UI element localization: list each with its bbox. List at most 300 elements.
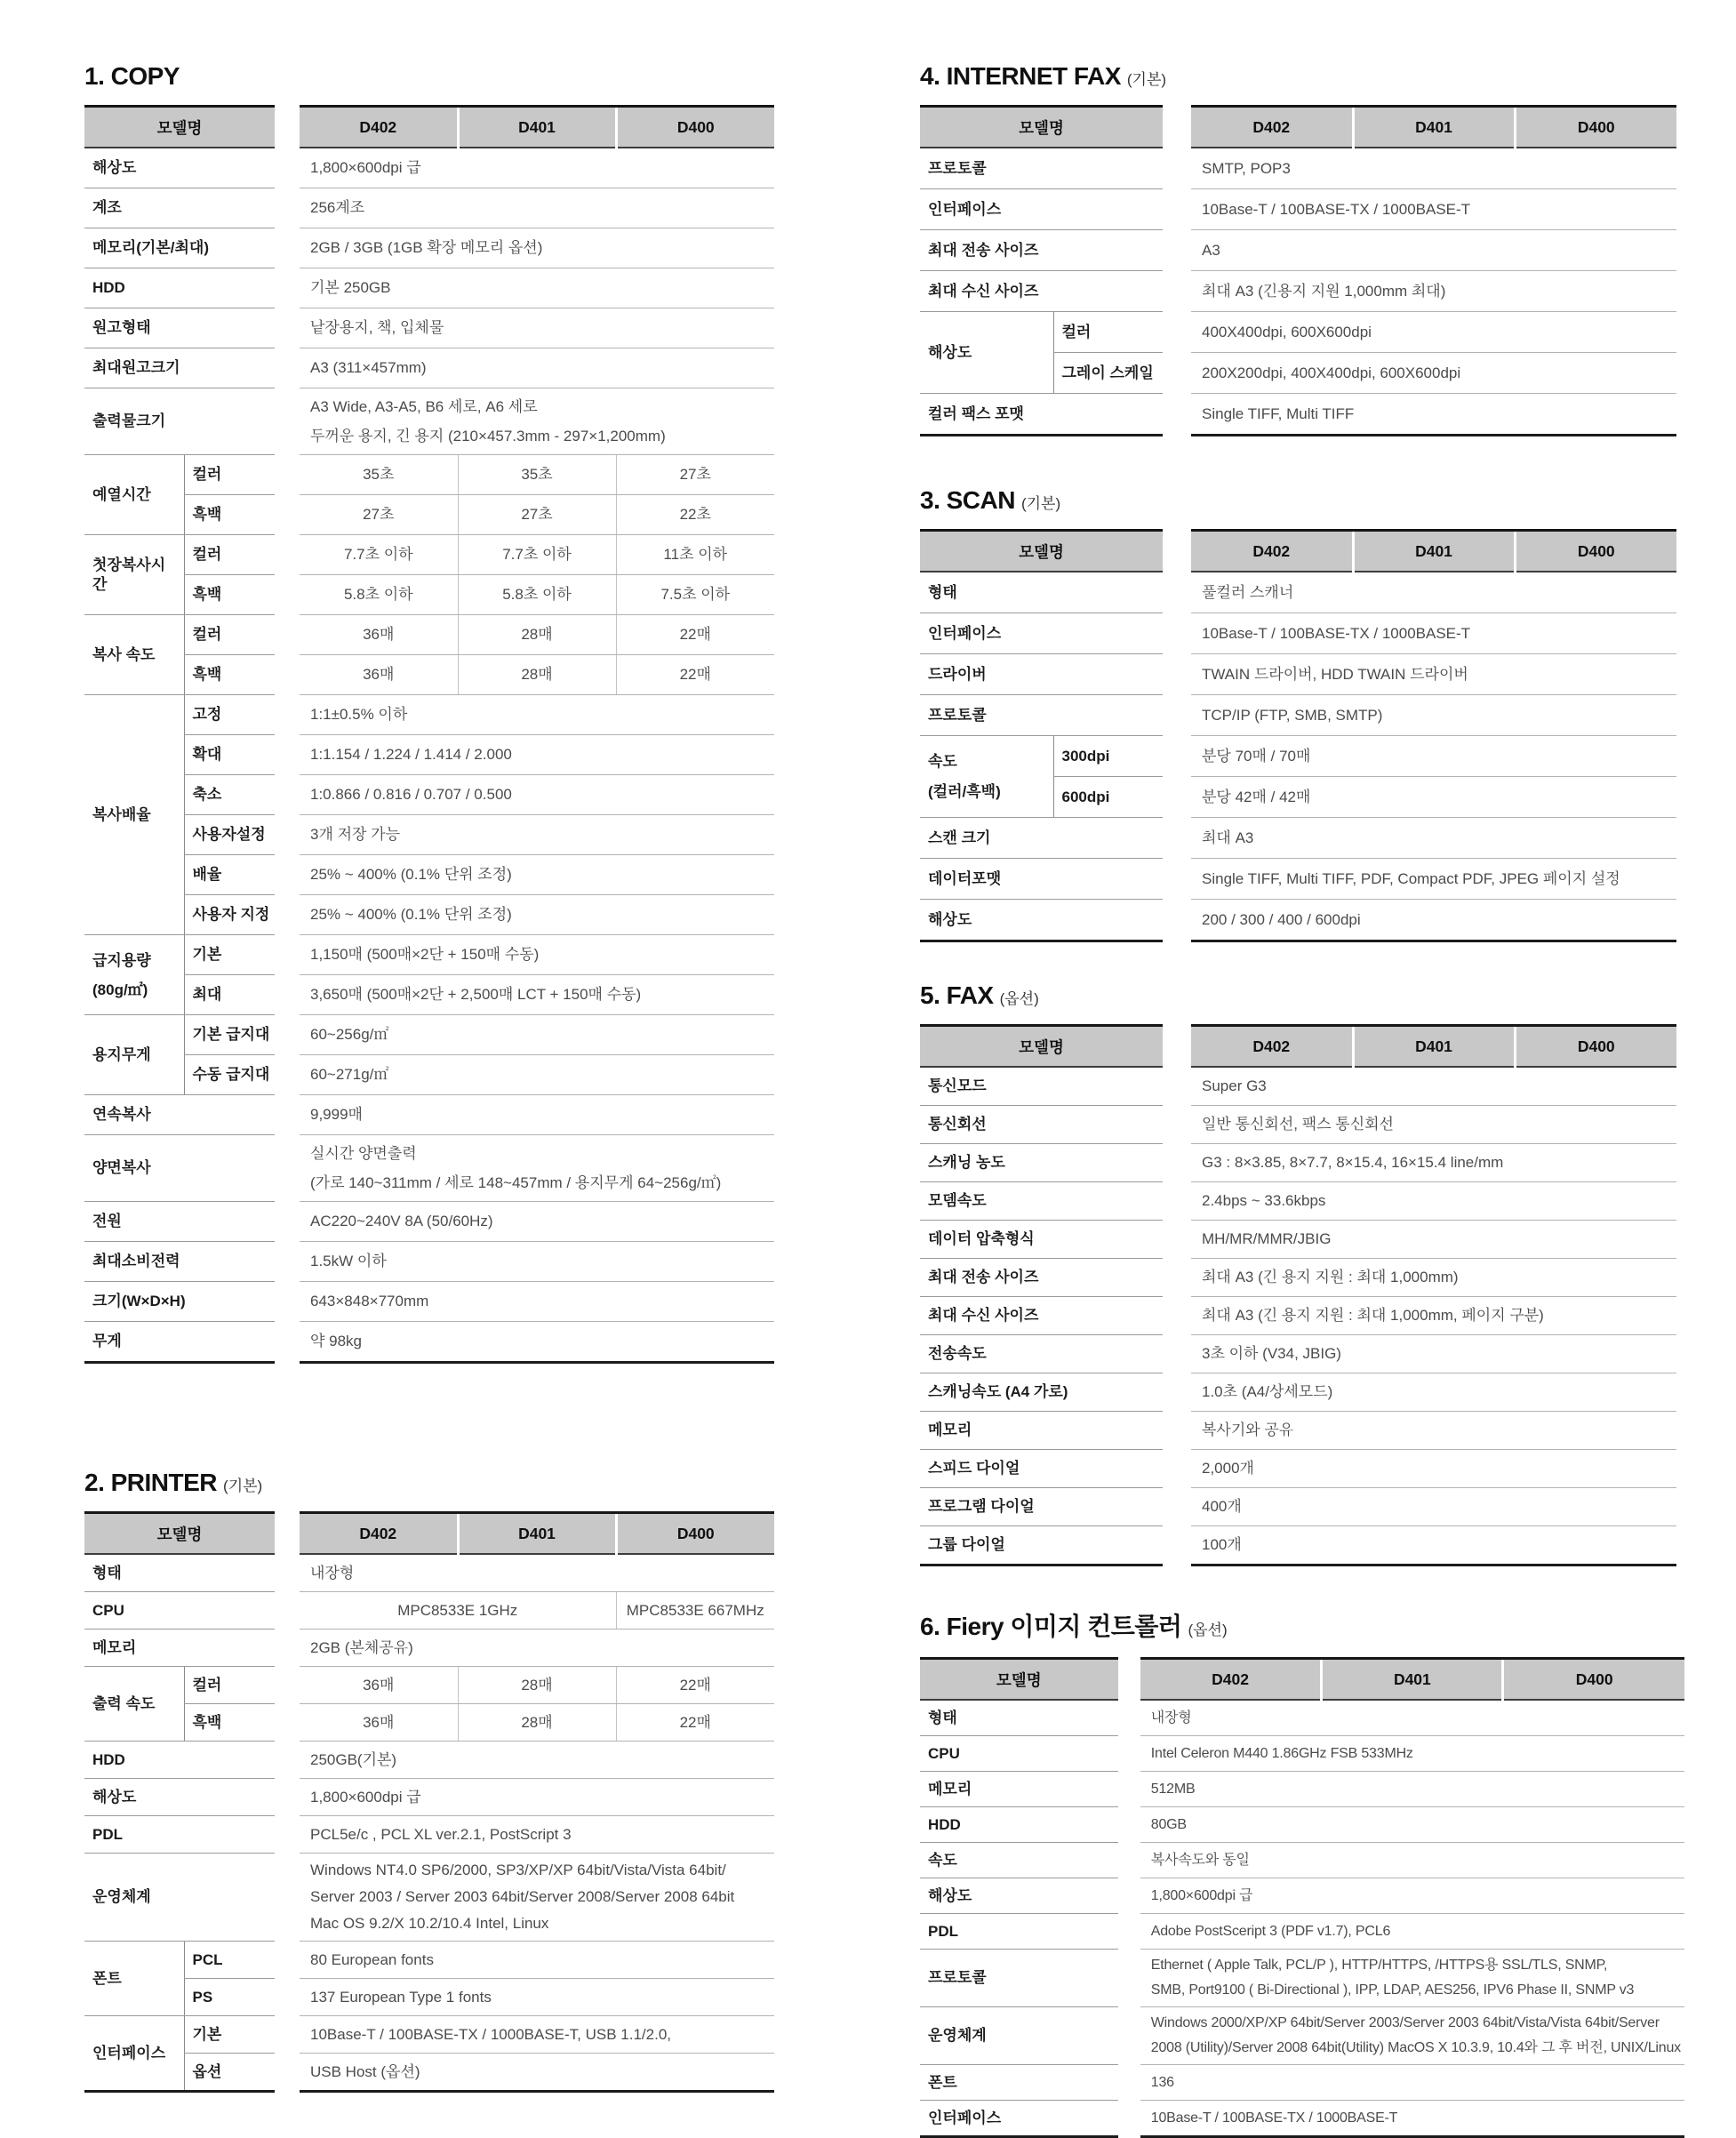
spec-label: 그룹 다이얼 (920, 1526, 1163, 1565)
spec-value: Single TIFF, Multi TIFF (1191, 394, 1676, 436)
section-title-text: 1. COPY (84, 62, 180, 90)
spec-sublabel: 기본 (184, 2016, 275, 2054)
table-row (920, 1067, 1676, 1106)
spec-value: 1:1±0.5% 이하 (300, 695, 774, 735)
spec-value: 36매 (300, 1704, 458, 1742)
spec-value: 복사기와 공유 (1191, 1412, 1676, 1450)
text-line: 2008 (Utility)/Server 2008 64bit(Utility) MacOS X 10.3.9, 10.4와 그 후 버전, UNIX/Linux (1150, 2040, 1681, 2055)
table-row (920, 1450, 1676, 1488)
table-gap (1163, 900, 1191, 941)
table-gap (275, 2016, 300, 2054)
spec-label: 모뎀속도 (920, 1182, 1163, 1221)
table-gap (1118, 1843, 1140, 1878)
spec-value: 100개 (1191, 1526, 1676, 1565)
spec-value: 2.4bps ~ 33.6kbps (1191, 1182, 1676, 1221)
section-fiery (920, 1607, 1684, 2138)
spec-value: 35초 (300, 455, 458, 495)
spec-label: 메모리 (920, 1412, 1163, 1450)
spec-label: 인터페이스 (920, 613, 1163, 654)
spec-value: 60~256g/㎡ (300, 1015, 774, 1055)
spec-value: 60~271g/㎡ (300, 1055, 774, 1095)
spec-label: 컬러 팩스 포맷 (920, 394, 1163, 436)
spec-value: 28매 (458, 615, 616, 655)
spec-value: 1:0.866 / 0.816 / 0.707 / 0.500 (300, 775, 774, 815)
spec-label: 해상도 (920, 312, 1053, 394)
spec-value: A3 (311×457mm) (300, 348, 774, 388)
table-gap (1163, 613, 1191, 654)
column-left (84, 62, 787, 2093)
spec-sublabel: 배율 (184, 855, 275, 895)
table-gap (275, 695, 300, 735)
table-gap (1163, 1412, 1191, 1450)
spec-sublabel: 컬러 (184, 615, 275, 655)
spec-label: 통신모드 (920, 1067, 1163, 1106)
spec-label: 스캐닝 농도 (920, 1144, 1163, 1182)
table-gap (1163, 1335, 1191, 1373)
spec-label: 출력 속도 (84, 1667, 184, 1742)
table-gap (275, 388, 300, 455)
text-line: 실시간 양면출력 (310, 1145, 417, 1162)
spec-label: 폰트 (84, 1942, 184, 2016)
model-column-header: D402 (1140, 1659, 1322, 1701)
model-column-header: D402 (300, 107, 458, 148)
table-row (84, 1055, 774, 1095)
section-title (920, 62, 1684, 91)
spec-sublabel: 옵션 (184, 2054, 275, 2092)
spec-sublabel: 수동 급지대 (184, 1055, 275, 1095)
spec-label: 프로토콜 (920, 1950, 1118, 2007)
table-gap (1118, 1807, 1140, 1843)
table-row (920, 1526, 1676, 1565)
spec-label: 해상도 (84, 148, 275, 188)
table-row (84, 1202, 774, 1242)
table-gap (275, 268, 300, 308)
section-subtitle: (기본) (1020, 495, 1061, 512)
section-internet-fax (920, 62, 1684, 436)
table-gap (275, 2054, 300, 2092)
spec-value: 27초 (458, 495, 616, 535)
spec-label: 형태 (920, 1700, 1118, 1736)
spec-label: 폰트 (920, 2065, 1118, 2101)
spec-value: 256계조 (300, 188, 774, 228)
table-gap (1118, 1700, 1140, 1736)
spec-value: 36매 (300, 1667, 458, 1704)
spec-value: AC220~240V 8A (50/60Hz) (300, 1202, 774, 1242)
section-scan (920, 486, 1684, 942)
spec-label: 용지무게 (84, 1015, 184, 1095)
table-row (920, 189, 1676, 230)
spec-label: HDD (84, 1742, 275, 1779)
spec-value: 9,999매 (300, 1095, 774, 1135)
spec-value: 80GB (1140, 1807, 1684, 1843)
table-gap (1163, 271, 1191, 312)
spec-sublabel: 600dpi (1053, 777, 1163, 818)
table-gap (275, 815, 300, 855)
spec-label: 무게 (84, 1322, 275, 1363)
table-row (920, 2101, 1684, 2137)
table-gap (275, 107, 300, 148)
table-row (84, 1554, 774, 1592)
spec-label: CPU (920, 1736, 1118, 1772)
model-header-label: 모델명 (84, 107, 275, 148)
table-row (84, 775, 774, 815)
table-row (84, 1135, 774, 1202)
spec-sublabel: 축소 (184, 775, 275, 815)
spec-label: CPU (84, 1592, 275, 1630)
spec-sublabel: 기본 (184, 935, 275, 975)
spec-value: 분당 42매 / 42매 (1191, 777, 1676, 818)
table-row (920, 2007, 1684, 2065)
table-row (84, 1704, 774, 1742)
spec-value (300, 1854, 774, 1942)
table-row (84, 228, 774, 268)
table-row (920, 1488, 1676, 1526)
table-row (920, 900, 1676, 941)
table-gap (275, 1554, 300, 1592)
table-gap (1163, 148, 1191, 189)
table-row (920, 695, 1676, 736)
section-title (920, 981, 1684, 1010)
table-row (920, 859, 1676, 900)
table-gap (1163, 1259, 1191, 1297)
table-gap (275, 308, 300, 348)
spec-label: 스캔 크기 (920, 818, 1163, 859)
table-row (920, 1221, 1676, 1259)
table-gap (1163, 859, 1191, 900)
table-gap (275, 1742, 300, 1779)
text-line: (가로 140~311mm / 세로 148~457mm / 용지무게 64~256g/㎡) (310, 1174, 722, 1191)
section-title (84, 1469, 787, 1497)
spec-sublabel: 최대 (184, 975, 275, 1015)
model-column-header: D402 (1191, 107, 1353, 148)
table-gap (275, 655, 300, 695)
table-row (920, 1373, 1676, 1412)
spec-value: 400X400dpi, 600X600dpi (1191, 312, 1676, 353)
table-gap (1163, 189, 1191, 230)
table-row (920, 654, 1676, 695)
table-gap (1163, 572, 1191, 613)
spec-value: 27초 (616, 455, 774, 495)
spec-value: 1,800×600dpi 급 (300, 148, 774, 188)
model-column-header: D400 (616, 107, 774, 148)
spec-label: PDL (84, 1816, 275, 1854)
table-gap (275, 1816, 300, 1854)
spec-label: 메모리 (84, 1630, 275, 1667)
table-row (84, 1095, 774, 1135)
table-row (84, 455, 774, 495)
model-column-header: D400 (616, 1513, 774, 1555)
spec-value: MH/MR/MMR/JBIG (1191, 1221, 1676, 1259)
table-row (84, 188, 774, 228)
spec-value: TCP/IP (FTP, SMB, SMTP) (1191, 695, 1676, 736)
spec-value: Single TIFF, Multi TIFF, PDF, Compact PDF, JPEG 페이지 설정 (1191, 859, 1676, 900)
table-gap (1163, 818, 1191, 859)
spec-value: 5.8초 이하 (458, 575, 616, 615)
text-line: Windows 2000/XP/XP 64bit/Server 2003/Server 2003 64bit/Vista/Vista 64bit/Server (1150, 2015, 1660, 2030)
table-row (84, 575, 774, 615)
spec-value: 22매 (616, 655, 774, 695)
table-gap (275, 1015, 300, 1055)
spec-value: A3 (1191, 230, 1676, 271)
spec-value: 최대 A3 (1191, 818, 1676, 859)
table-gap (275, 1592, 300, 1630)
table-row (920, 1259, 1676, 1297)
spec-value: 1,800×600dpi 급 (1140, 1878, 1684, 1914)
table-gap (275, 348, 300, 388)
model-column-header: D400 (1515, 531, 1676, 573)
table-gap (275, 1095, 300, 1135)
table-row (84, 655, 774, 695)
spec-value: 일반 통신회선, 팩스 통신회선 (1191, 1106, 1676, 1144)
table-gap (275, 935, 300, 975)
spec-sublabel: 흑백 (184, 495, 275, 535)
table-gap (1163, 1221, 1191, 1259)
table-gap (275, 148, 300, 188)
spec-value: 28매 (458, 1704, 616, 1742)
table-row (920, 1914, 1684, 1950)
model-column-header: D400 (1503, 1659, 1684, 1701)
spec-sublabel: PCL (184, 1942, 275, 1979)
table-gap (1163, 312, 1191, 353)
table-row (84, 855, 774, 895)
text-line: (80g/㎡) (92, 981, 148, 998)
spec-value: Adobe PostSceript 3 (PDF v1.7), PCL6 (1140, 1914, 1684, 1950)
spec-value: 기본 250GB (300, 268, 774, 308)
table-gap (1118, 1736, 1140, 1772)
spec-value: 3초 이하 (V34, JBIG) (1191, 1335, 1676, 1373)
spec-value: 7.5초 이하 (616, 575, 774, 615)
table-gap (1163, 1182, 1191, 1221)
section-title-text: 3. SCAN (920, 486, 1015, 514)
spec-label: 드라이버 (920, 654, 1163, 695)
section-subtitle: (옵션) (999, 990, 1039, 1007)
table-gap (275, 1854, 300, 1942)
table-row (920, 1412, 1676, 1450)
table-row (920, 1807, 1684, 1843)
spec-label: 프로토콜 (920, 695, 1163, 736)
table-row (920, 736, 1676, 777)
table-gap (1163, 654, 1191, 695)
spec-label: 해상도 (920, 1878, 1118, 1914)
spec-value: 200X200dpi, 400X400dpi, 600X600dpi (1191, 353, 1676, 394)
table-gap (1163, 353, 1191, 394)
spec-label: 메모리(기본/최대) (84, 228, 275, 268)
spec-label: 프로그램 다이얼 (920, 1488, 1163, 1526)
model-column-header: D400 (1515, 1026, 1676, 1068)
table-row (84, 975, 774, 1015)
table-gap (1118, 2065, 1140, 2101)
table-gap (275, 1242, 300, 1282)
table-gap (1163, 1067, 1191, 1106)
model-header-label: 모델명 (84, 1513, 275, 1555)
table-row (84, 1979, 774, 2016)
table-row (84, 1779, 774, 1816)
table-row (84, 148, 774, 188)
spec-value: 250GB(기본) (300, 1742, 774, 1779)
spec-label: 최대 전송 사이즈 (920, 230, 1163, 271)
spec-table-printer (84, 1511, 774, 2093)
spec-label: 원고형태 (84, 308, 275, 348)
spec-sublabel: 300dpi (1053, 736, 1163, 777)
table-gap (1163, 695, 1191, 736)
spec-label: 예열시간 (84, 455, 184, 535)
spec-label: 인터페이스 (920, 189, 1163, 230)
spec-label: HDD (84, 268, 275, 308)
table-row (84, 388, 774, 455)
table-gap (275, 1135, 300, 1202)
table-row (84, 2054, 774, 2092)
table-gap (275, 775, 300, 815)
spec-table-copy (84, 105, 774, 1364)
header-row (920, 107, 1676, 148)
model-header-label: 모델명 (920, 107, 1163, 148)
section-title-text: 2. PRINTER (84, 1469, 218, 1496)
spec-value: PCL5e/c , PCL XL ver.2.1, PostScript 3 (300, 1816, 774, 1854)
header-row (920, 1659, 1684, 1701)
table-gap (1163, 107, 1191, 148)
spec-value: 400개 (1191, 1488, 1676, 1526)
table-row (84, 695, 774, 735)
section-title (84, 62, 787, 91)
table-gap (275, 1282, 300, 1322)
model-column-header: D401 (1353, 531, 1515, 573)
spec-value: 10Base-T / 100BASE-TX / 1000BASE-T (1140, 2101, 1684, 2137)
section-title-text: 6. Fiery 이미지 컨트롤러 (920, 1613, 1182, 1640)
table-gap (1163, 531, 1191, 573)
spec-value: 낱장용지, 책, 입체물 (300, 308, 774, 348)
table-gap (275, 1630, 300, 1667)
section-subtitle: (기본) (223, 1477, 263, 1494)
column-right (920, 62, 1684, 2138)
model-column-header: D401 (1353, 107, 1515, 148)
spec-label: 메모리 (920, 1772, 1118, 1807)
table-gap (1163, 230, 1191, 271)
spec-value (300, 388, 774, 455)
table-gap (1163, 1144, 1191, 1182)
spec-value: Intel Celeron M440 1.86GHz FSB 533MHz (1140, 1736, 1684, 1772)
table-row (920, 1736, 1684, 1772)
table-gap (1163, 1526, 1191, 1565)
spec-table-fax (920, 1024, 1676, 1566)
spec-label: 최대 수신 사이즈 (920, 271, 1163, 312)
spec-label (84, 935, 184, 1015)
header-row (84, 1513, 774, 1555)
table-gap (1163, 1106, 1191, 1144)
spec-value: G3 : 8×3.85, 8×7.7, 8×15.4, 16×15.4 line/mm (1191, 1144, 1676, 1182)
table-gap (1163, 736, 1191, 777)
spec-value: 1,800×600dpi 급 (300, 1779, 774, 1816)
spec-label: HDD (920, 1807, 1118, 1843)
spec-sublabel: PS (184, 1979, 275, 2016)
table-gap (275, 1942, 300, 1979)
table-row (84, 1942, 774, 1979)
table-row (920, 1144, 1676, 1182)
table-row (920, 1878, 1684, 1914)
spec-value: 25% ~ 400% (0.1% 단위 조정) (300, 895, 774, 935)
model-column-header: D401 (458, 1513, 616, 1555)
table-gap (275, 1979, 300, 2016)
table-gap (275, 1322, 300, 1363)
spec-value: 7.7초 이하 (458, 535, 616, 575)
model-column-header: D401 (1353, 1026, 1515, 1068)
table-row (84, 735, 774, 775)
spec-label: 속도 (920, 1843, 1118, 1878)
spec-label: 양면복사 (84, 1135, 275, 1202)
spec-value: 28매 (458, 655, 616, 695)
spec-value: 2GB (본체공유) (300, 1630, 774, 1667)
table-gap (1118, 1772, 1140, 1807)
text-line: Ethernet ( Apple Talk, PCL/P ), HTTP/HTTPS, /HTTPS용 SSL/TLS, SNMP, (1150, 1958, 1608, 1973)
text-line: Windows NT4.0 SP6/2000, SP3/XP/XP 64bit/Vista/Vista 64bit/ (310, 1862, 726, 1878)
table-row (84, 268, 774, 308)
spec-value: 최대 A3 (긴 용지 지원 : 최대 1,000mm) (1191, 1259, 1676, 1297)
spec-table-fiery (920, 1657, 1684, 2138)
spec-label: 스캐닝속도 (A4 가로) (920, 1373, 1163, 1412)
header-row (84, 107, 774, 148)
spec-value: 내장형 (1140, 1700, 1684, 1736)
text-line: 속도 (928, 752, 957, 770)
spec-value: 643×848×770mm (300, 1282, 774, 1322)
spec-value: 최대 A3 (긴 용지 지원 : 최대 1,000mm, 페이지 구분) (1191, 1297, 1676, 1335)
table-gap (275, 1202, 300, 1242)
table-row (84, 1242, 774, 1282)
spec-label: 데이터포맷 (920, 859, 1163, 900)
table-row (920, 271, 1676, 312)
table-gap (275, 855, 300, 895)
spec-value: 22매 (616, 1667, 774, 1704)
table-row (84, 1592, 774, 1630)
table-row (84, 1742, 774, 1779)
spec-value: 1.5kW 이하 (300, 1242, 774, 1282)
table-row (920, 312, 1676, 353)
spec-label: 복사 속도 (84, 615, 184, 695)
table-row (920, 1335, 1676, 1373)
table-gap (275, 188, 300, 228)
spec-value: 3개 저장 가능 (300, 815, 774, 855)
text-line: Server 2003 / Server 2003 64bit/Server 2008/Server 2008 64bit (310, 1888, 735, 1905)
section-subtitle: (기본) (1126, 71, 1167, 88)
model-header-label: 모델명 (920, 1026, 1163, 1068)
spec-value: 36매 (300, 655, 458, 695)
table-row (920, 818, 1676, 859)
table-gap (1118, 1878, 1140, 1914)
table-row (920, 572, 1676, 613)
spec-sublabel: 컬러 (184, 535, 275, 575)
text-line: A3 Wide, A3-A5, B6 세로, A6 세로 (310, 398, 538, 415)
header-row (920, 531, 1676, 573)
spec-value: 512MB (1140, 1772, 1684, 1807)
spec-value: 최대 A3 (긴용지 지원 1,000mm 최대) (1191, 271, 1676, 312)
spec-value: MPC8533E 1GHz (300, 1592, 616, 1630)
spec-value (300, 1135, 774, 1202)
spec-value: 2,000개 (1191, 1450, 1676, 1488)
spec-table-internet-fax (920, 105, 1676, 436)
table-gap (1163, 1450, 1191, 1488)
spec-value: 136 (1140, 2065, 1684, 2101)
section-fax (920, 981, 1684, 1566)
spec-label (920, 736, 1053, 818)
table-row (920, 2065, 1684, 2101)
spec-value: 풀컬러 스캐너 (1191, 572, 1676, 613)
spec-value: 11초 이하 (616, 535, 774, 575)
table-gap (275, 615, 300, 655)
spec-sublabel: 그레이 스케일 (1053, 353, 1163, 394)
spec-value: 5.8초 이하 (300, 575, 458, 615)
table-gap (275, 228, 300, 268)
table-gap (1118, 1659, 1140, 1701)
table-row (84, 348, 774, 388)
spec-value: 복사속도와 동일 (1140, 1843, 1684, 1878)
